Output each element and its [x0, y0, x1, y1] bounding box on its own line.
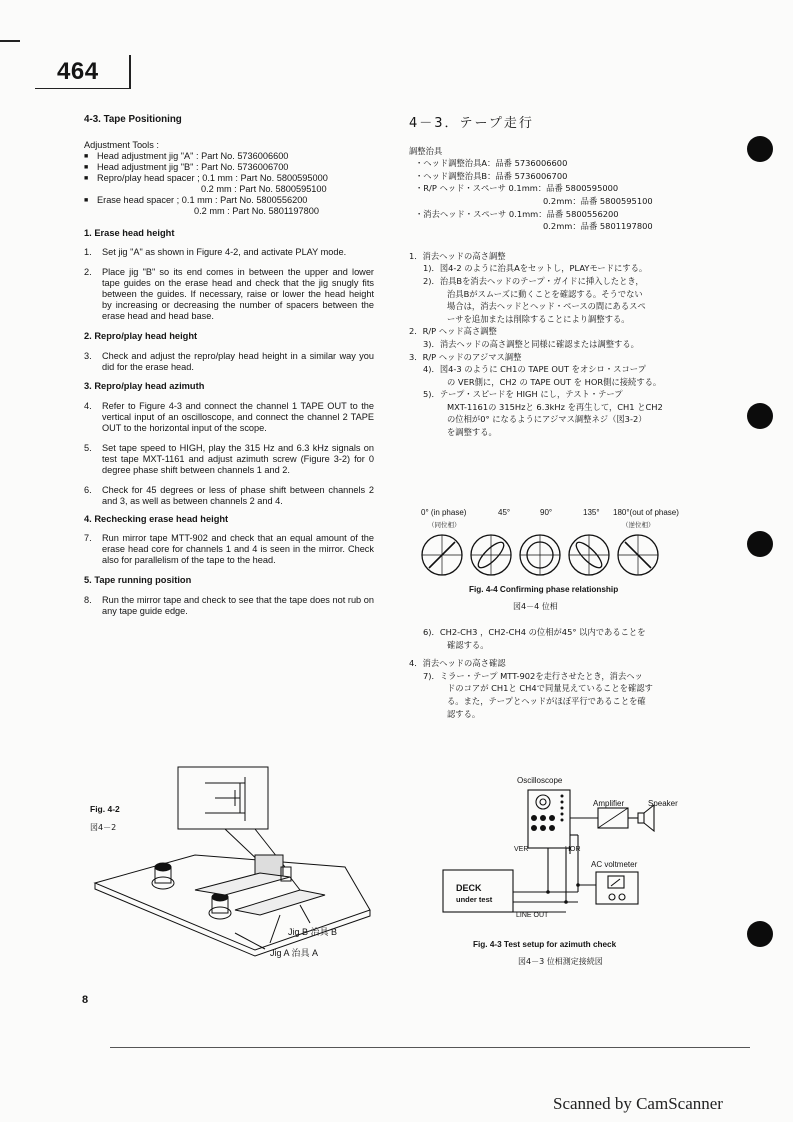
jig-b-label: Jig B 治具 B — [288, 927, 338, 937]
binder-hole — [747, 921, 773, 947]
japanese-column — [409, 118, 739, 439]
phase-sublabel-in: （同位相） — [428, 522, 461, 529]
oscilloscope-label: Oscilloscope — [517, 776, 563, 785]
page-number-divider — [129, 55, 131, 89]
deck-label: DECK — [456, 883, 482, 893]
jp-line: ーサを追加または削除することにより調整する。 — [447, 313, 630, 324]
lissajous-90-deg — [520, 535, 560, 575]
jp-line: 3．R/P ヘッドのアジマス調整 — [409, 351, 522, 362]
fig43-caption: Fig. 4-3 Test setup for azimuth check — [473, 940, 617, 949]
phase-label-45: 45° — [498, 508, 511, 517]
phase-label-135: 135° — [583, 508, 600, 517]
tool-item: ■ Repro/play head spacer ; 0.1 mm : Part No. 5800595000 — [84, 173, 328, 183]
fig44-caption-jp: 図4－4 位相 — [513, 602, 558, 611]
jp-tool-item-cont: 0.2mm：品番 5801197800 — [543, 221, 653, 232]
heading-recheck-erase: 4. Rechecking erase head height — [84, 514, 229, 524]
jp-tool-item: ・消去ヘッド・スペーサ 0.1mm：品番 5800556200 — [415, 208, 619, 219]
tool-item-cont: 0.2 mm : Part No. 5801197800 — [194, 206, 319, 216]
binder-hole — [747, 136, 773, 162]
jp-tool-item: ・R/P ヘッド・スペーサ 0.1mm：品番 5800595000 — [415, 183, 619, 194]
jp-line: を調整する。 — [447, 427, 497, 438]
lissajous-0-deg — [422, 535, 462, 575]
phase-sublabel-out: （逆位相） — [622, 522, 655, 529]
lissajous-180-deg — [618, 535, 658, 575]
fig43-caption-jp: 図4－3 位相測定接続図 — [518, 957, 603, 966]
jp-line: ドのコアが CH1と CH4で同量見えていることを確認す — [447, 683, 653, 694]
phase-label-90: 90° — [540, 508, 553, 517]
heading-repro-height: 2. Repro/play head height — [84, 331, 198, 341]
page-number-rule — [35, 88, 131, 89]
tools-heading: Adjustment Tools : — [84, 140, 159, 150]
tool-item: ■ Erase head spacer ; 0.1 mm : Part No. 5800556200 — [84, 195, 308, 205]
step-item: 4. Refer to Figure 4-3 and connect the channel 1 TAPE OUT to the vertical input of an oscilloscope, and connect the channel 2 TAPE OUT to the horizontal input of the scope. — [84, 401, 374, 433]
lissajous-figures — [420, 530, 670, 580]
section-title: 4-3. Tape Positioning — [84, 114, 182, 125]
jp-line: 3)．消去ヘッドの高さ調整と同様に確認または調整する。 — [423, 338, 639, 349]
jp-tool-item-cont: 0.2mm：品番 5800595100 — [543, 195, 653, 206]
footer-page-number: 8 — [82, 994, 89, 1006]
step-item: 5. Set tape speed to HIGH, play the 315 Hz and 6.3 kHz signals on test tape MXT-1161 and adjust azimuth screw (Figure 3-2) for 0 degree phase shift between channels 1 and 2. — [84, 443, 374, 475]
phase-label-180: 180°(out of phase) — [613, 508, 679, 517]
fig44-caption: Fig. 4-4 Confirming phase relationship — [469, 585, 619, 594]
phase-label-0: 0° (in phase) — [421, 508, 467, 517]
binder-hole — [747, 531, 773, 557]
tool-item-cont: 0.2 mm : Part No. 5800595100 — [201, 184, 327, 194]
ac-voltmeter-label: AC voltmeter — [591, 860, 638, 869]
hor-label: HOR — [565, 846, 581, 853]
tool-item: ■ Head adjustment jig "B" : Part No. 5736006700 — [84, 162, 289, 172]
step-item: 1. Set jig "A" as shown in Figure 4-2, and activate PLAY mode. — [84, 247, 347, 257]
fig42-caption: Fig. 4-2 — [90, 804, 120, 814]
jp-line: 場合は，消去ヘッドとヘッド・ベースの間にあるスペ — [447, 301, 646, 312]
jp-line: 認する。 — [447, 708, 481, 719]
heading-erase-height: 1. Erase head height — [84, 228, 175, 238]
line-out-label: LINE OUT — [516, 912, 549, 919]
scanner-watermark: Scanned by CamScanner — [553, 1094, 723, 1113]
page-number: 464 — [57, 58, 99, 85]
jp-line: の位相が0° になるようにアジマス調整ネジ（図3-2） — [447, 414, 647, 425]
ver-label: VER — [514, 846, 529, 853]
speaker-label: Speaker — [648, 799, 678, 808]
japanese-column-lower — [409, 626, 739, 720]
lissajous-135-deg — [569, 535, 609, 575]
under-test-label: under test — [456, 895, 493, 904]
jp-line: 4)．図4-3 のように CH1の TAPE OUT をオシロ・スコープ — [423, 364, 646, 375]
jp-line: 4．消去ヘッドの高さ確認 — [409, 658, 506, 669]
jp-line: る。また，テープとヘッドがほぼ平行であることを確 — [447, 695, 646, 706]
jp-line: 1)．図4-2 のように治具Aをセットし，PLAYモードにする。 — [423, 263, 648, 274]
amplifier-label: Amplifier — [593, 799, 625, 808]
edge-mark — [0, 40, 20, 42]
jp-line: 確認する。 — [447, 639, 489, 650]
step-item: 6. Check for 45 degrees or less of phase shift between channels 2 and 3, as well as between channels 2 and 4. — [84, 485, 374, 506]
jp-tool-item: ・ヘッド調整治具A：品番 5736006600 — [415, 158, 568, 169]
bottom-rule — [110, 1047, 750, 1048]
jp-section-title: 4－3．テープ走行 — [409, 116, 534, 131]
jp-line: 7)．ミラー・テープ MTT-902を走行させたとき，消去ヘッ — [423, 670, 643, 681]
lissajous-45-deg — [471, 535, 511, 575]
heading-repro-azimuth: 3. Repro/play head azimuth — [84, 381, 205, 391]
jp-line: 5)．テープ・スピードを HIGH にし，テスト・テープ — [423, 389, 623, 400]
jp-line: MXT-1161の 315Hzと 6.3kHz を再生して，CH1 とCH2 — [447, 401, 663, 412]
english-column — [84, 114, 374, 617]
jp-line: 6)．CH2-CH3 ，CH2-CH4 の位相が45° 以内であることを — [423, 627, 646, 637]
step-item: 3. Check and adjust the repro/play head height in a similar way you did for the erase head. — [84, 351, 374, 372]
jig-illustration — [85, 755, 385, 970]
fig42-caption-jp: 図4－2 — [90, 823, 117, 832]
step-item: 2. Place jig "B" so its end comes in between the upper and lower tape guides on the erase head and check that the jig snugly fits between the guides. If necessary, raise or lower the head height by increasing or decreasing the number of spacers between the erase head and head base. — [84, 267, 374, 321]
jp-line: 2．R/P ヘッド高さ調整 — [409, 326, 497, 337]
heading-tape-running: 5. Tape running position — [84, 575, 192, 585]
jp-tool-item: ・ヘッド調整治具B：品番 5736006700 — [415, 170, 568, 181]
jp-line: 治具Bがスムーズに動くことを確認する。そうでない — [447, 288, 643, 299]
step-item: 7. Run mirror tape MTT-902 and check that an equal amount of the erase head core for channels 1 and 4 is seen in the mirror. Check also for parallelism of the tape to the head. — [84, 533, 374, 565]
jig-a-label: Jig A 治具 A — [270, 948, 319, 958]
jp-line: の VER側に，CH2 の TAPE OUT を HOR側に接続する。 — [447, 376, 662, 387]
tool-item: ■ Head adjustment jig "A" : Part No. 5736006600 — [84, 151, 289, 161]
jp-tools-heading: 調整治具 — [409, 145, 443, 156]
jp-line: 2)．治具Bを消去ヘッドのテープ・ガイドに挿入したとき， — [423, 275, 644, 286]
jp-line: 1．消去ヘッドの高さ調整 — [409, 250, 506, 261]
step-item: 8. Run the mirror tape and check to see that the tape does not rub on any tape guide edge. — [84, 595, 374, 616]
binder-hole — [747, 403, 773, 429]
